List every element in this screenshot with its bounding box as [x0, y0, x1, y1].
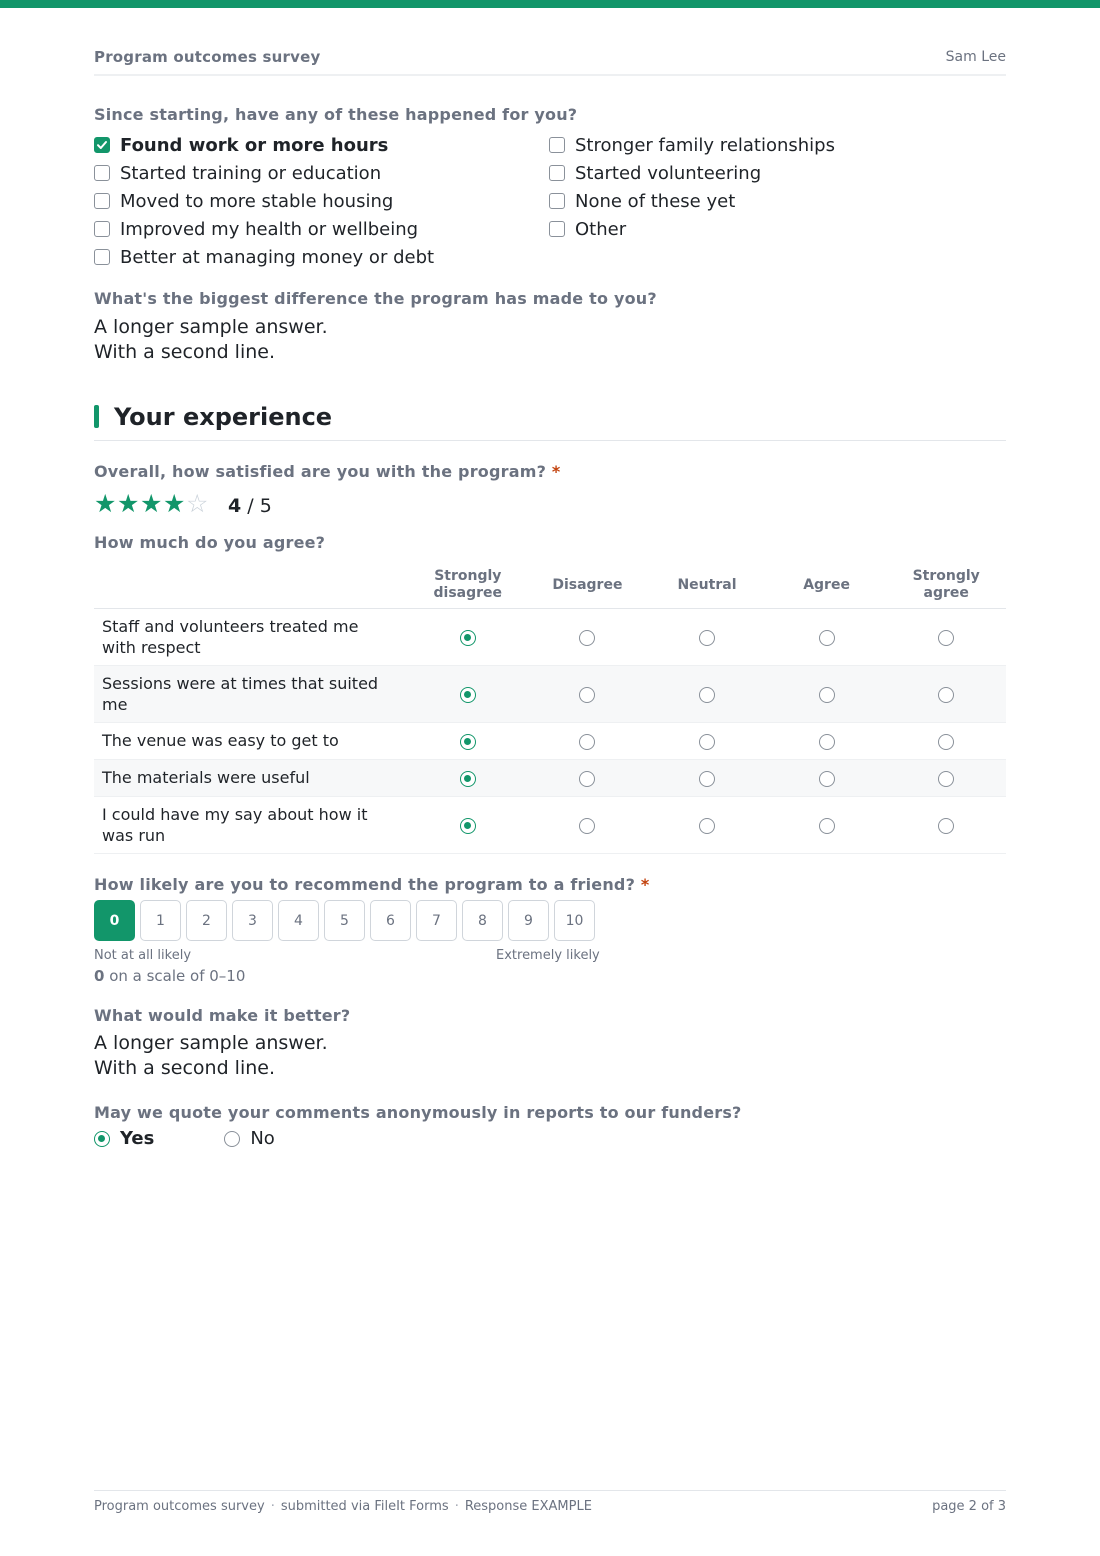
- page-header: [94, 48, 1006, 76]
- radio-empty-icon[interactable]: [579, 818, 595, 834]
- rating-readout: [228, 495, 272, 517]
- radio-empty-icon[interactable]: [938, 734, 954, 750]
- matrix-cell: [886, 665, 1006, 722]
- matrix-cell: [767, 759, 887, 796]
- matrix-cell: [528, 608, 648, 665]
- radio-label: Yes: [120, 1128, 155, 1149]
- nps-option-9[interactable]: 9: [508, 900, 549, 941]
- question-improve-label: What would make it better?: [94, 1006, 351, 1025]
- radio-empty-icon[interactable]: [938, 687, 954, 703]
- nps-option-6[interactable]: 6: [370, 900, 411, 941]
- separator-dot: ·: [454, 1499, 459, 1514]
- rating-value: 4: [228, 495, 242, 517]
- survey-page: [94, 0, 1006, 1556]
- radio-empty-icon[interactable]: [819, 818, 835, 834]
- checkbox-label: Stronger family relationships: [575, 134, 835, 156]
- star-empty-icon[interactable]: ☆: [186, 489, 209, 518]
- checkbox-empty-icon[interactable]: [549, 165, 565, 181]
- radio-selected-icon[interactable]: [94, 1131, 110, 1147]
- biggest-difference-answer: A longer sample answer. With a second line.: [94, 316, 328, 363]
- checkbox-option-other[interactable]: [549, 215, 835, 243]
- matrix-cell: [647, 722, 767, 759]
- page-number: page 2 of 3: [932, 1499, 1006, 1514]
- section-accent-bar: [94, 405, 99, 428]
- matrix-cell: [886, 759, 1006, 796]
- radio-label: No: [250, 1128, 275, 1149]
- rating-max: / 5: [241, 495, 272, 517]
- matrix-cell: [886, 722, 1006, 759]
- nps-option-5[interactable]: 5: [324, 900, 365, 941]
- matrix-column-header: Strongly agree: [886, 563, 1006, 608]
- star-filled-icon[interactable]: ★: [140, 489, 163, 518]
- matrix-statement: Sessions were at times that suited me: [94, 665, 408, 722]
- matrix-statement: I could have my say about how it was run: [94, 796, 408, 853]
- matrix-column-header: Strongly disagree: [408, 563, 528, 608]
- checkbox-empty-icon[interactable]: [94, 221, 110, 237]
- matrix-cell: [647, 665, 767, 722]
- checkbox-label: Found work or more hours: [120, 134, 389, 156]
- matrix-row: [94, 608, 1006, 665]
- nps-option-2[interactable]: 2: [186, 900, 227, 941]
- checkbox-option-stronger-family-relationships[interactable]: [549, 131, 835, 159]
- star-rating: [94, 490, 209, 518]
- nps-readout: [94, 967, 245, 985]
- checkbox-option-better-at-managing-money-or-debt[interactable]: [94, 243, 434, 271]
- required-mark: *: [551, 462, 561, 481]
- matrix-cell: [408, 665, 528, 722]
- radio-empty-icon[interactable]: [699, 771, 715, 787]
- matrix-column-header: Agree: [767, 563, 887, 608]
- radio-empty-icon[interactable]: [579, 687, 595, 703]
- checkbox-option-moved-to-more-stable-housing[interactable]: [94, 187, 434, 215]
- question-satisfaction-label: [94, 462, 560, 481]
- respondent-name: Sam Lee: [945, 49, 1006, 65]
- matrix-statement: The venue was easy to get to: [94, 722, 408, 759]
- nps-high-label: Extremely likely: [496, 948, 600, 963]
- matrix-cell: [647, 608, 767, 665]
- matrix-cell: [408, 796, 528, 853]
- nps-option-7[interactable]: 7: [416, 900, 457, 941]
- footer-submitted: submitted via FileIt Forms: [280, 1499, 449, 1514]
- checkbox-label: Improved my health or wellbeing: [120, 218, 419, 240]
- checkbox-label: Other: [575, 218, 627, 240]
- satisfaction-label-text: Overall, how satisfied are you with the program?: [94, 462, 547, 481]
- nps-value: 0: [94, 967, 105, 985]
- matrix-cell: [886, 796, 1006, 853]
- checkbox-label: None of these yet: [575, 190, 736, 212]
- checkbox-empty-icon[interactable]: [549, 221, 565, 237]
- matrix-cell: [767, 722, 887, 759]
- improve-answer: A longer sample answer. With a second line.: [94, 1032, 328, 1079]
- checkbox-empty-icon[interactable]: [549, 137, 565, 153]
- matrix-statement: The materials were useful: [94, 759, 408, 796]
- matrix-cell: [767, 796, 887, 853]
- checkbox-option-started-volunteering[interactable]: [549, 159, 835, 187]
- checkbox-empty-icon[interactable]: [94, 193, 110, 209]
- checkbox-column-left: [94, 131, 434, 271]
- footer-survey-name: Program outcomes survey: [94, 1499, 265, 1514]
- radio-empty-icon[interactable]: [819, 687, 835, 703]
- matrix-cell: [528, 796, 648, 853]
- radio-empty-icon[interactable]: [819, 630, 835, 646]
- matrix-row: [94, 665, 1006, 722]
- section-title: Your experience: [114, 403, 333, 431]
- matrix-cell: [528, 722, 648, 759]
- checkbox-label: Moved to more stable housing: [120, 190, 394, 212]
- checkbox-column-right: [549, 131, 835, 243]
- checkbox-empty-icon[interactable]: [549, 193, 565, 209]
- radio-empty-icon[interactable]: [699, 734, 715, 750]
- star-filled-icon[interactable]: ★: [117, 489, 140, 518]
- matrix-cell: [647, 759, 767, 796]
- matrix-cell: [528, 759, 648, 796]
- checkbox-empty-icon[interactable]: [94, 249, 110, 265]
- matrix-row: [94, 759, 1006, 796]
- nps-scale-note: on a scale of 0–10: [104, 967, 246, 985]
- radio-empty-icon[interactable]: [938, 818, 954, 834]
- matrix-cell: [647, 796, 767, 853]
- question-quote-consent-label: May we quote your comments anonymously in reports to our funders?: [94, 1103, 742, 1122]
- checkbox-option-none-of-these-yet[interactable]: [549, 187, 835, 215]
- radio-selected-icon[interactable]: [460, 771, 476, 787]
- matrix-statement: Staff and volunteers treated me with respect: [94, 608, 408, 665]
- checkbox-option-started-training-or-education[interactable]: [94, 159, 434, 187]
- radio-selected-icon[interactable]: [460, 818, 476, 834]
- checkbox-option-improved-my-health-or-wellbeing[interactable]: [94, 215, 434, 243]
- checkbox-label: Started training or education: [120, 162, 382, 184]
- checkbox-option-found-work-or-more-hours[interactable]: [94, 131, 434, 159]
- nps-option-8[interactable]: 8: [462, 900, 503, 941]
- radio-selected-icon[interactable]: [460, 734, 476, 750]
- quote-consent-radio-group: [94, 1128, 345, 1149]
- matrix-cell: [767, 608, 887, 665]
- radio-empty-icon[interactable]: [579, 771, 595, 787]
- recommend-label-text: How likely are you to recommend the program to a friend?: [94, 875, 636, 894]
- radio-empty-icon[interactable]: [819, 734, 835, 750]
- nps-low-label: Not at all likely: [94, 948, 192, 963]
- agreement-matrix: [94, 563, 1006, 854]
- checkbox-label: Started volunteering: [575, 162, 762, 184]
- radio-selected-icon[interactable]: [460, 630, 476, 646]
- question-biggest-difference-label: What's the biggest difference the program has made to you?: [94, 289, 657, 308]
- matrix-body: [94, 608, 1006, 853]
- separator-dot: ·: [270, 1499, 275, 1514]
- nps-option-1[interactable]: 1: [140, 900, 181, 941]
- radio-option-yes[interactable]: [94, 1128, 154, 1149]
- star-filled-icon[interactable]: ★: [94, 489, 117, 518]
- matrix-cell: [886, 608, 1006, 665]
- matrix-cell: [767, 665, 887, 722]
- checkbox-checked-icon[interactable]: [94, 137, 110, 153]
- radio-empty-icon[interactable]: [819, 771, 835, 787]
- required-mark: *: [640, 875, 650, 894]
- radio-empty-icon[interactable]: [699, 630, 715, 646]
- matrix-cell: [528, 665, 648, 722]
- checkbox-empty-icon[interactable]: [94, 165, 110, 181]
- matrix-column-header: Disagree: [528, 563, 648, 608]
- matrix-row: [94, 722, 1006, 759]
- matrix-row: [94, 796, 1006, 853]
- survey-title: Program outcomes survey: [94, 48, 321, 66]
- checkbox-label: Better at managing money or debt: [120, 246, 435, 268]
- star-filled-icon[interactable]: ★: [163, 489, 186, 518]
- question-agreement-label: How much do you agree?: [94, 533, 326, 552]
- matrix-header-row: [94, 563, 1006, 608]
- matrix-column-header: Neutral: [647, 563, 767, 608]
- question-recommend-label: [94, 875, 649, 894]
- radio-empty-icon[interactable]: [938, 630, 954, 646]
- nps-option-4[interactable]: 4: [278, 900, 319, 941]
- radio-empty-icon[interactable]: [699, 687, 715, 703]
- footer-response-id: Response EXAMPLE: [464, 1499, 592, 1514]
- radio-empty-icon[interactable]: [224, 1131, 240, 1147]
- radio-selected-icon[interactable]: [460, 687, 476, 703]
- footer-meta: [94, 1499, 592, 1514]
- nps-option-10[interactable]: 10: [554, 900, 595, 941]
- radio-empty-icon[interactable]: [579, 630, 595, 646]
- page-footer: [94, 1490, 1006, 1520]
- matrix-corner: [94, 563, 408, 608]
- radio-option-no[interactable]: [224, 1128, 274, 1149]
- nps-scale: [94, 900, 595, 941]
- matrix-cell: [408, 722, 528, 759]
- radio-empty-icon[interactable]: [699, 818, 715, 834]
- radio-empty-icon[interactable]: [938, 771, 954, 787]
- matrix-cell: [408, 759, 528, 796]
- matrix-cell: [408, 608, 528, 665]
- nps-option-3[interactable]: 3: [232, 900, 273, 941]
- radio-empty-icon[interactable]: [579, 734, 595, 750]
- question-outcomes-label: Since starting, have any of these happened for you?: [94, 105, 578, 124]
- nps-option-0[interactable]: 0: [94, 900, 135, 941]
- section-header: [94, 403, 1006, 441]
